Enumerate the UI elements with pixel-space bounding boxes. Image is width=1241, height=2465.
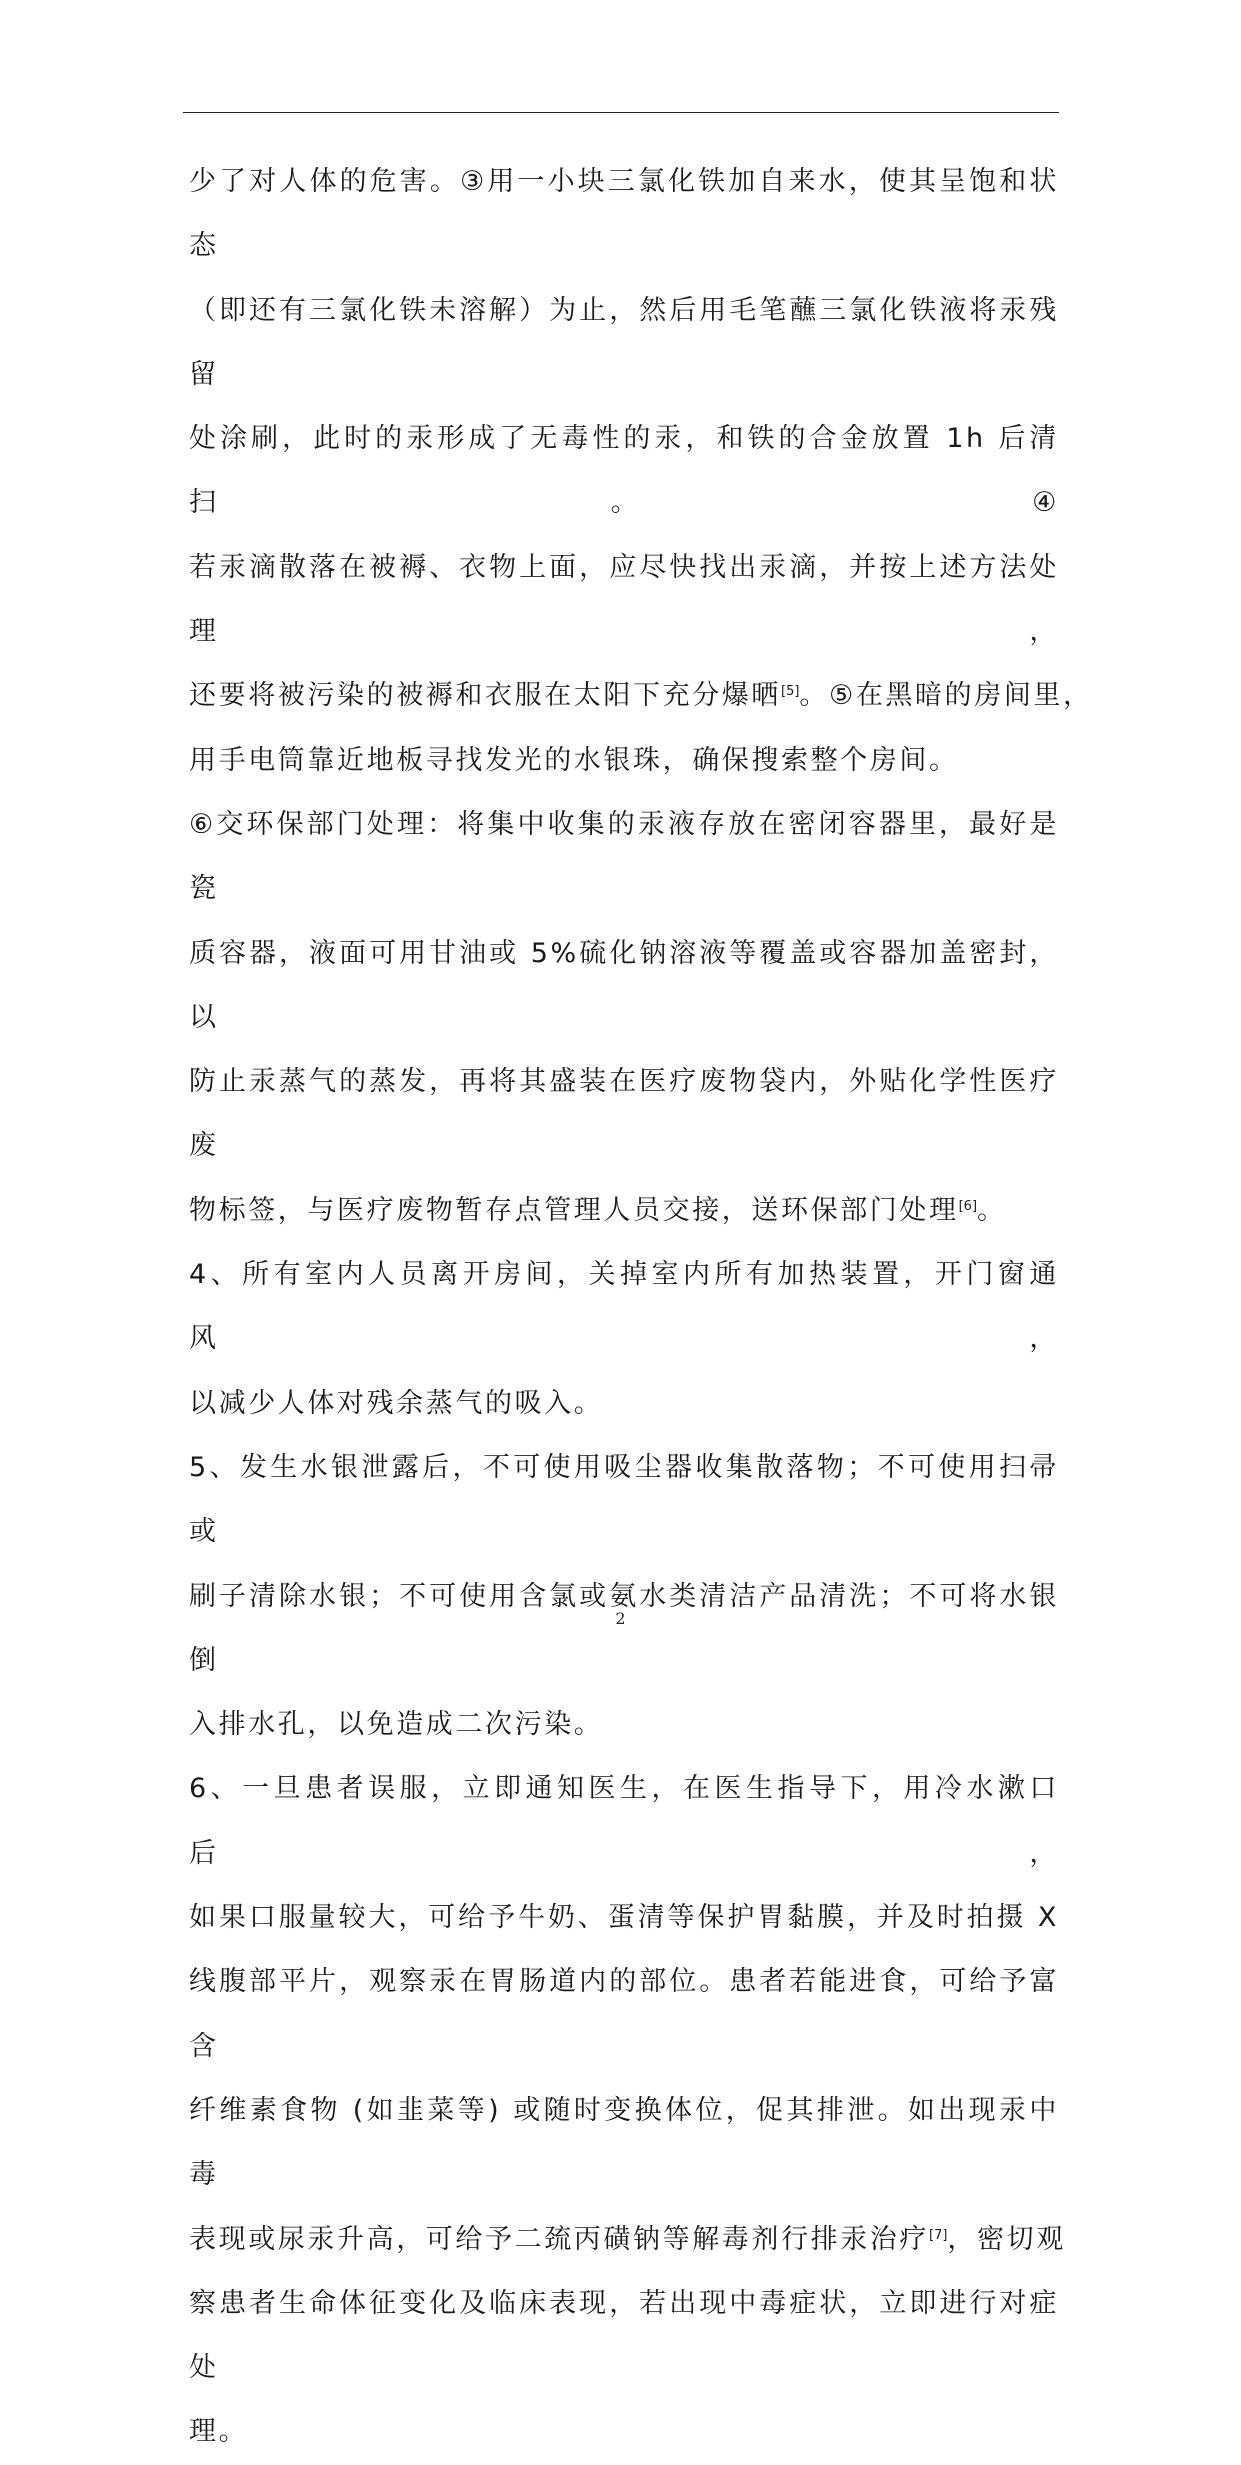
header-rule: [183, 112, 1059, 113]
text-segment: 。: [977, 1194, 1007, 1226]
text-line: [189, 1179, 1059, 1243]
document-body: [189, 150, 1093, 2465]
page-number: 2: [615, 1609, 626, 1628]
text-line: 用手电筒靠近地板寻找发光的水银珠，确保搜索整个房间。: [189, 744, 959, 776]
paragraph-item-6: [189, 1757, 1066, 2464]
text-line: ⑥交环保部门处理：将集中收集的汞液存放在密闭容器里，最好是瓷: [189, 808, 1059, 905]
text-line: 少了对人体的危害。③用一小块三氯化铁加自来水，使其呈饱和状态: [189, 166, 1059, 262]
text-line: 以减少人体对残余蒸气的吸入。: [189, 1387, 604, 1419]
text-line: 如果口服量较大，可给予牛奶、蛋清等保护胃黏膜，并及时拍摄 X: [189, 1902, 1059, 1934]
text-line: [189, 2208, 1066, 2272]
text-line: 入排水孔，以免造成二次污染。: [189, 1709, 604, 1741]
text-line: 线腹部平片，观察汞在胃肠道内的部位。患者若能进食，可给予富含: [189, 1966, 1059, 2062]
text-segment: 物标签，与医疗废物暂存点管理人员交接，送环保部门处理: [189, 1194, 959, 1226]
text-line: 4、所有室内人员离开房间，关掉室内所有加热装置，开门窗通风，: [189, 1259, 1059, 1355]
text-segment: 。⑤在黑暗的房间里，: [799, 680, 1093, 712]
text-segment: ，密切观: [947, 2223, 1066, 2255]
paragraph-item-4: [189, 1243, 1059, 1436]
text-line: 刷子清除水银；不可使用含氯或氨水类清洁产品清洗；不可将水银倒: [189, 1580, 1059, 1676]
text-line: 6、一旦患者误服，立即通知医生，在医生指导下，用冷水漱口后，: [189, 1773, 1059, 1869]
text-line: 5、发生水银泄露后，不可使用吸尘器收集散落物；不可使用扫帚或: [189, 1451, 1059, 1548]
text-segment: 表现或尿汞升高，可给予二巯丙磺钠等解毒剂行排汞治疗: [189, 2223, 929, 2255]
text-line: （即还有三氯化铁未溶解）为止，然后用毛笔蘸三氯化铁液将汞残留: [189, 294, 1059, 390]
citation-ref: [6]: [958, 1198, 978, 1214]
text-line: 若汞滴散落在被褥、衣物上面，应尽快找出汞滴，并按上述方法处理，: [189, 551, 1059, 648]
paragraph-treatment-steps: [189, 150, 1093, 793]
text-line: 处涂刷，此时的汞形成了无毒性的汞，和铁的合金放置 1h 后清扫。④: [189, 423, 1059, 519]
text-line: [189, 664, 1093, 728]
paragraph-item-5: [189, 1436, 1059, 1757]
text-line: 质容器，液面可用甘油或 5%硫化钠溶液等覆盖或容器加盖密封，以: [189, 937, 1059, 1033]
text-segment: 还要将被污染的被褥和衣服在太阳下充分爆晒: [189, 680, 781, 712]
text-line: 防止汞蒸气的蒸发，再将其盛装在医疗废物袋内，外贴化学性医疗废: [189, 1066, 1059, 1162]
text-line: 察患者生命体征变化及临床表现，若出现中毒症状，立即进行对症处: [189, 2287, 1059, 2384]
paragraph-environmental-disposal: [189, 793, 1059, 1243]
citation-ref: [7]: [929, 2227, 948, 2243]
text-line: 理。: [189, 2416, 249, 2448]
citation-ref: [5]: [781, 684, 800, 700]
text-line: 纤维素食物 (如韭菜等) 或随时变换体位，促其排泄。如出现汞中毒: [189, 2094, 1059, 2191]
